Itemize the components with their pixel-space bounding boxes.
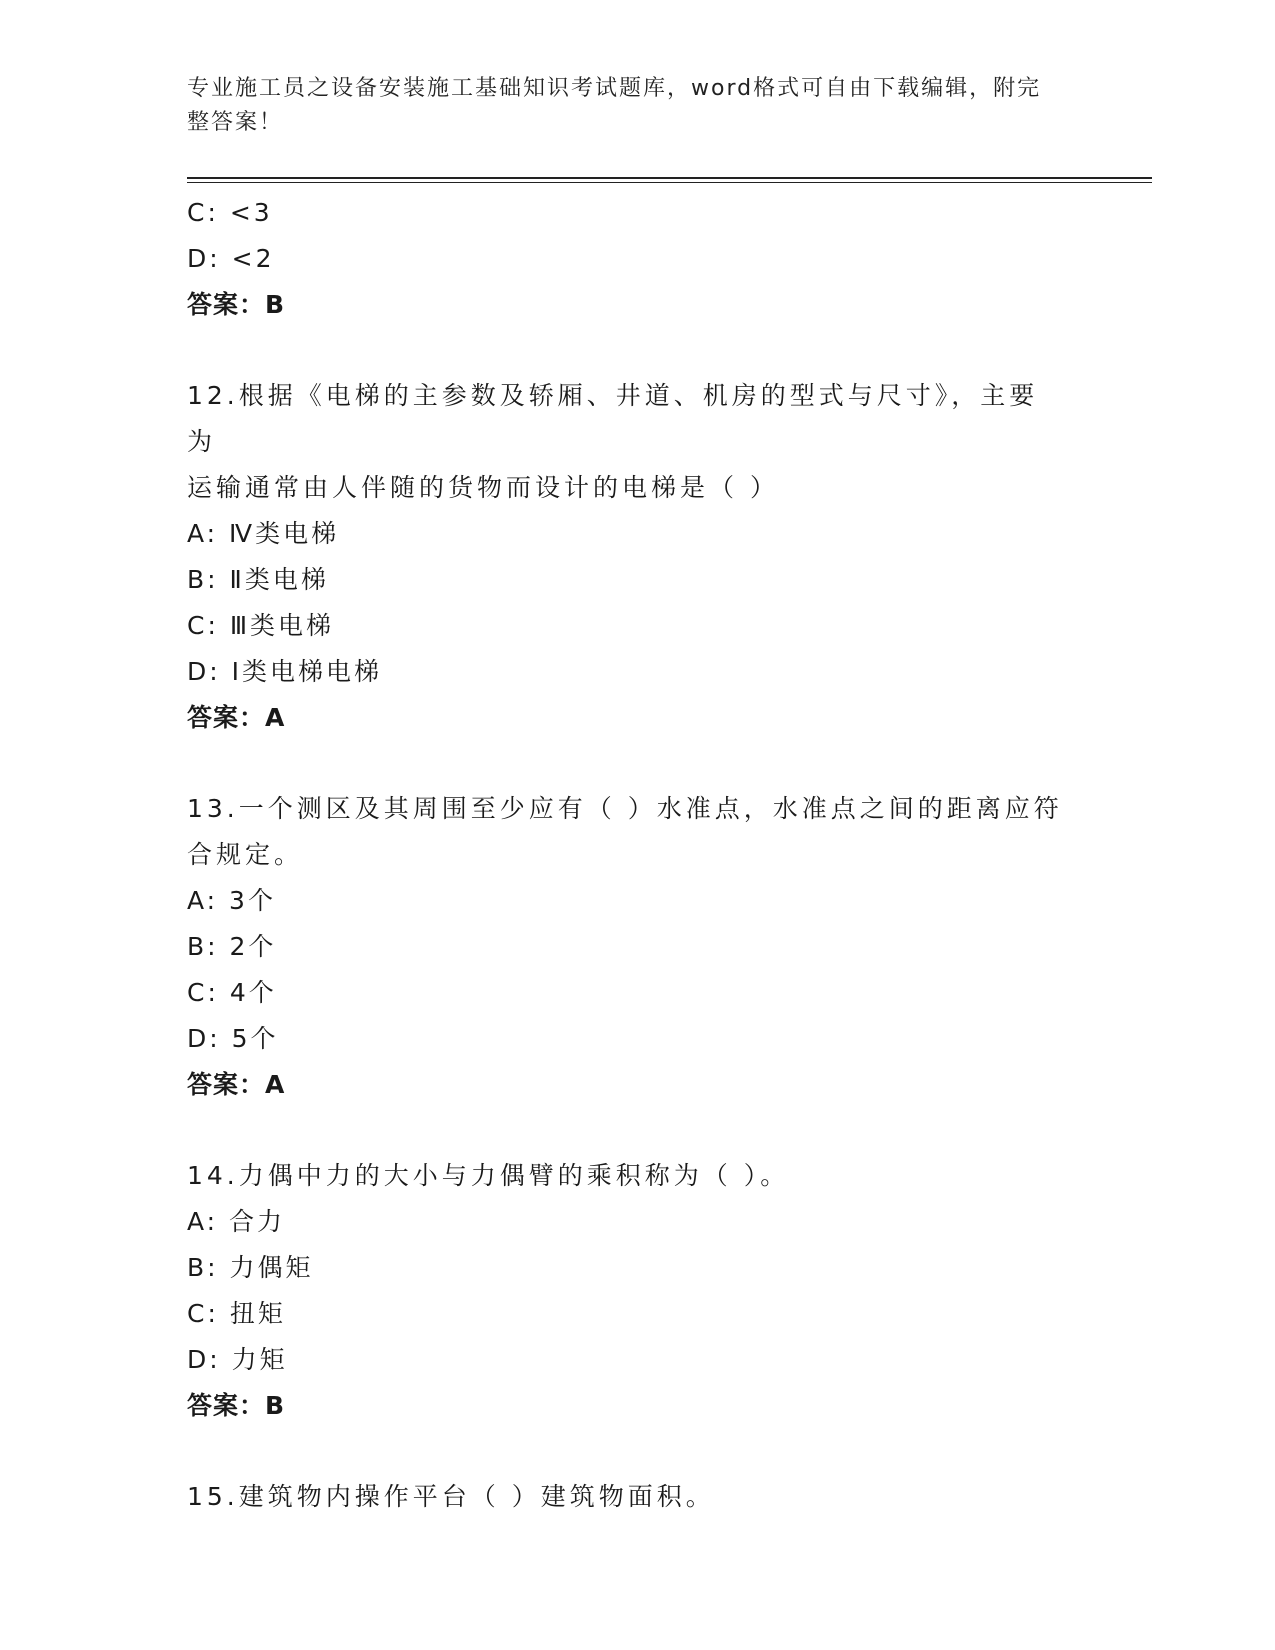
header-line-1: 专业施工员之设备安装施工基础知识考试题库，word格式可自由下载编辑，附完 [187,76,1042,101]
option-a: A: 合力 [187,1207,286,1236]
document-body [187,190,1087,1520]
option-b: B: 力偶矩 [187,1253,314,1282]
question-text-line-2: 运输通常由人伴随的货物而设计的电梯是（ ） [187,473,779,502]
option-c: C: 4个 [187,978,277,1007]
option-c: C: <3 [187,198,273,227]
option-d: D: <2 [187,244,275,273]
option-b: B: Ⅱ类电梯 [187,565,329,594]
question-text-line-1: 13.一个测区及其周围至少应有（ ）水准点，水准点之间的距离应符 [187,794,1063,823]
question-12 [187,373,1087,741]
question-text-line-2: 合规定。 [187,840,304,869]
option-c: C: Ⅲ类电梯 [187,611,335,640]
question-text [187,1153,1067,1199]
question-text-line-1: 12.根据《电梯的主参数及轿厢、井道、机房的型式与尺寸》，主要为 [187,381,1039,456]
carryover-question [187,190,1087,328]
answer: 答案：A [187,703,286,732]
document-header [187,72,1067,140]
option-b: B: 2个 [187,932,277,961]
option-d: D: 力矩 [187,1345,288,1374]
question-text-line-1: 15.建筑物内操作平台（ ）建筑物面积。 [187,1482,715,1511]
question-15 [187,1474,1087,1520]
answer: 答案：B [187,1391,286,1420]
option-c: C: 扭矩 [187,1299,286,1328]
header-rule-thick [187,177,1152,179]
answer: 答案：A [187,1070,286,1099]
question-text [187,373,1067,511]
answer: 答案：B [187,290,286,319]
question-text [187,786,1067,878]
header-line-2: 整答案！ [187,110,284,135]
question-14 [187,1153,1087,1429]
option-d: D: 5个 [187,1024,279,1053]
header-rule-thin [187,182,1152,183]
question-text-line-1: 14.力偶中力的大小与力偶臂的乘积称为（ ）。 [187,1161,790,1190]
question-text [187,1474,1067,1520]
question-13 [187,786,1087,1108]
option-d: D: Ⅰ类电梯电梯 [187,657,382,686]
option-a: A: 3个 [187,886,276,915]
option-a: A: Ⅳ类电梯 [187,519,340,548]
